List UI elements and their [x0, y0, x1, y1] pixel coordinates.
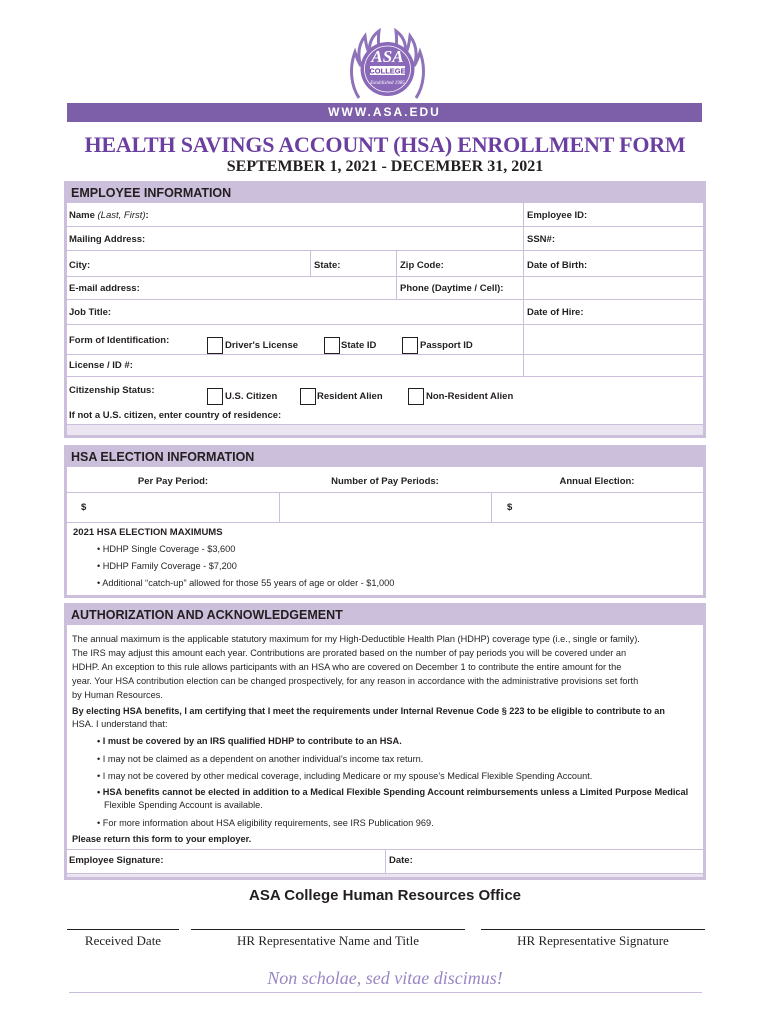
phone-label: Phone (Daytime / Cell): [400, 283, 504, 294]
max-catch-up: • Additional “catch-up” allowed for those 55 years of age or older - $1,000 [97, 578, 395, 588]
logo-sub: COLLEGE [369, 66, 406, 76]
form-title: HEALTH SAVINGS ACCOUNT (HSA) ENROLLMENT FORM [84, 132, 686, 157]
name-label: Name (Last, First): [69, 210, 149, 221]
date-label: Date: [389, 855, 413, 866]
non-resident-alien-option: Non-Resident Alien [426, 391, 514, 402]
annual-election-dollar: $ [507, 502, 513, 513]
ssn-label: SSN#: [527, 234, 555, 245]
authorization-section [64, 603, 706, 880]
eligibility-bullet: • I may not be claimed as a dependent on another individual’s income tax return. [97, 754, 424, 764]
hsa-election-heading: HSA ELECTION INFORMATION [67, 448, 703, 467]
max-single-coverage: • HDHP Single Coverage - $3,600 [97, 544, 236, 554]
job-title-label: Job Title: [69, 307, 112, 318]
per-pay-period-label: Per Pay Period: [137, 476, 209, 487]
received-date-line[interactable] [67, 929, 179, 930]
country-of-residence-label: If not a U.S. citizen, enter country of residence: [69, 410, 282, 421]
logo-name: ASA [371, 47, 404, 66]
website-url-bar: WWW.ASA.EDU [67, 103, 702, 122]
employee-information-heading: EMPLOYEE INFORMATION [67, 184, 703, 203]
state-id-option: State ID [341, 340, 377, 351]
employee-signature-field[interactable] [177, 852, 383, 874]
hr-name-title-caption: HR Representative Name and Title [237, 933, 419, 948]
hr-signature-caption: HR Representative Signature [517, 933, 669, 948]
authorization-para-line: year. Your HSA contribution election can be changed prospectively, for any reason in accordance with the administrative provisions set forth [72, 676, 639, 686]
certification-line: By electing HSA benefits, I am certifying that I meet the requirements under Internal Revenue Code § 223 to be eligible to contribute to an [72, 706, 665, 716]
motto-underline [69, 992, 702, 993]
authorization-para-line: The annual maximum is the applicable statutory maximum for my High-Deductible Health Plan (HDHP) coverage type (i.e., single or family). [72, 634, 640, 644]
mailing-address-label: Mailing Address: [69, 234, 146, 245]
per-pay-period-dollar: $ [81, 502, 87, 513]
certification-line: HSA. I understand that: [72, 719, 168, 729]
eligibility-bullet: • For more information about HSA eligibility requirements, see IRS Publication 969. [97, 818, 434, 828]
passport-id-option: Passport ID [420, 340, 473, 351]
annual-election-label: Annual Election: [559, 476, 635, 487]
employee-id-label: Employee ID: [527, 210, 588, 221]
resident-alien-checkbox[interactable] [300, 388, 316, 405]
citizenship-status-label: Citizenship Status: [69, 385, 155, 396]
hr-name-title-line[interactable] [191, 929, 465, 930]
state-label: State: [314, 260, 341, 271]
eligibility-bullet: • HSA benefits cannot be elected in addition to a Medical Flexible Spending Account reimbursements unless a Limited Purpose Medical [97, 787, 689, 797]
form-subtitle: SEPTEMBER 1, 2021 - DECEMBER 31, 2021 [226, 158, 544, 175]
logo-tagline: Established 1985 [370, 81, 405, 86]
passport-id-checkbox[interactable] [402, 337, 418, 354]
number-of-pay-periods-label: Number of Pay Periods: [331, 476, 439, 487]
us-citizen-checkbox[interactable] [207, 388, 223, 405]
us-citizen-option: U.S. Citizen [225, 391, 278, 402]
hr-signature-line[interactable] [481, 929, 705, 930]
zip-code-label: Zip Code: [400, 260, 444, 271]
signature-date-field[interactable] [417, 852, 701, 874]
number-of-pay-periods-field[interactable] [283, 496, 487, 518]
authorization-para-line: HDHP. An exception to this rule allows participants with an HSA who are covered on December 1 to contribute the entire amount for the [72, 662, 622, 672]
authorization-para-line: The IRS may adjust this amount each year. Contributions are prorated based on the number of pay periods you will be covered under an [72, 648, 627, 658]
eligibility-bullet: • I must be covered by an IRS qualified HDHP to contribute to an HSA. [97, 736, 402, 746]
state-id-checkbox[interactable] [324, 337, 340, 354]
email-label: E-mail address: [69, 283, 140, 294]
max-family-coverage: • HDHP Family Coverage - $7,200 [97, 561, 237, 571]
election-maximums-heading: 2021 HSA ELECTION MAXIMUMS [73, 527, 223, 538]
hsa-election-section [64, 445, 706, 598]
license-id-label: License / ID #: [69, 360, 133, 371]
authorization-para-line: by Human Resources. [72, 690, 163, 700]
authorization-heading: AUTHORIZATION AND ACKNOWLEDGEMENT [67, 606, 703, 625]
annual-election-field[interactable] [517, 496, 701, 518]
city-label: City: [69, 260, 91, 271]
motto: Non scholae, sed vitae discimus! [267, 968, 503, 988]
drivers-license-option: Driver's License [225, 340, 299, 351]
eligibility-bullet: • I may not be covered by other medical coverage, including Medicare or my spouse’s Medical Flexible Spending Account. [97, 771, 593, 781]
employee-information-section [64, 181, 706, 438]
date-of-birth-label: Date of Birth: [527, 260, 588, 271]
employee-signature-label: Employee Signature: [69, 855, 164, 866]
return-note: Please return this form to your employer. [72, 834, 252, 844]
received-date-caption: Received Date [84, 933, 162, 948]
form-of-identification-label: Form of Identification: [69, 335, 170, 346]
eligibility-bullet-cont: Flexible Spending Account is available. [104, 800, 263, 810]
drivers-license-checkbox[interactable] [207, 337, 223, 354]
hr-office-title: ASA College Human Resources Office [248, 887, 521, 904]
date-of-hire-label: Date of Hire: [527, 307, 584, 318]
resident-alien-option: Resident Alien [317, 391, 383, 402]
per-pay-period-field[interactable] [91, 496, 275, 518]
non-resident-alien-checkbox[interactable] [408, 388, 424, 405]
asa-college-logo [345, 28, 430, 110]
